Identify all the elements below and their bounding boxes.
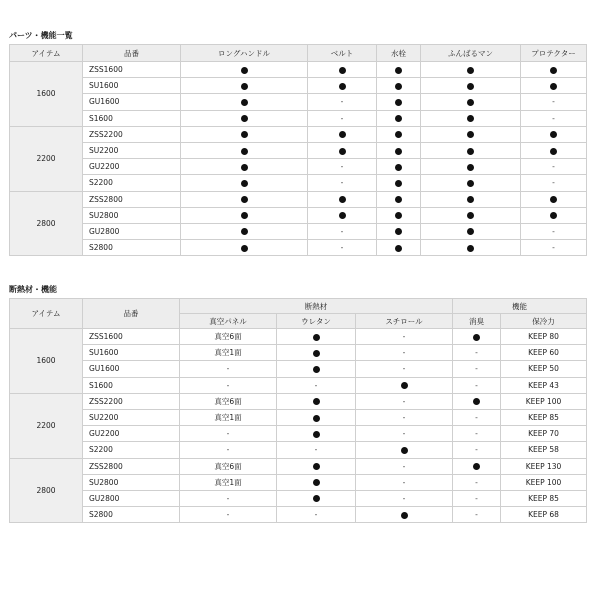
filled-dot-icon xyxy=(395,245,402,252)
styrofoam-cell: - xyxy=(356,426,453,442)
product-code-cell: S1600 xyxy=(83,110,181,126)
table-row xyxy=(10,409,587,425)
filled-dot-icon xyxy=(395,67,402,74)
table-row xyxy=(10,507,587,523)
filled-dot-icon xyxy=(241,245,248,252)
filled-dot-icon xyxy=(550,148,557,155)
table-row xyxy=(10,207,587,223)
protector-cell xyxy=(521,126,587,142)
table-row xyxy=(10,94,587,110)
cold-retention-cell: KEEP 43 xyxy=(501,377,587,393)
product-code-cell: GU2800 xyxy=(83,490,180,506)
vacuum-panel-cell: 真空6面 xyxy=(180,393,277,409)
table-row xyxy=(10,78,587,94)
parts-header-row xyxy=(10,45,587,62)
col-header-long-handle: ロングハンドル xyxy=(181,45,308,62)
funbaruman-cell xyxy=(421,126,521,142)
filled-dot-icon xyxy=(467,164,474,171)
col-header-urethane: ウレタン xyxy=(277,314,356,329)
funbaruman-cell xyxy=(421,223,521,239)
styrofoam-cell xyxy=(356,377,453,393)
drain-cell xyxy=(377,175,421,191)
filled-dot-icon xyxy=(241,164,248,171)
col-header-protector: プロテクター xyxy=(521,45,587,62)
deodorize-cell: - xyxy=(453,490,501,506)
filled-dot-icon xyxy=(550,196,557,203)
col-header-belt: ベルト xyxy=(308,45,377,62)
filled-dot-icon xyxy=(313,366,320,373)
funbaruman-cell xyxy=(421,78,521,94)
urethane-cell xyxy=(277,329,356,345)
table-row xyxy=(10,175,587,191)
vacuum-panel-cell: - xyxy=(180,377,277,393)
product-code-cell: S1600 xyxy=(83,377,180,393)
filled-dot-icon xyxy=(395,212,402,219)
funbaruman-cell xyxy=(421,207,521,223)
filled-dot-icon xyxy=(241,180,248,187)
belt-cell: - xyxy=(308,94,377,110)
long-handle-cell xyxy=(181,94,308,110)
drain-cell xyxy=(377,94,421,110)
deodorize-cell: - xyxy=(453,377,501,393)
filled-dot-icon xyxy=(241,67,248,74)
vacuum-panel-cell: 真空6面 xyxy=(180,329,277,345)
filled-dot-icon xyxy=(241,196,248,203)
table-row xyxy=(10,191,587,207)
filled-dot-icon xyxy=(401,512,408,519)
product-code-cell: SU2200 xyxy=(83,409,180,425)
deodorize-cell xyxy=(453,329,501,345)
styrofoam-cell: - xyxy=(356,345,453,361)
deodorize-cell: - xyxy=(453,442,501,458)
deodorize-cell: - xyxy=(453,361,501,377)
urethane-cell xyxy=(277,345,356,361)
long-handle-cell xyxy=(181,78,308,94)
styrofoam-cell: - xyxy=(356,409,453,425)
funbaruman-cell xyxy=(421,240,521,256)
parts-function-table xyxy=(9,44,587,256)
filled-dot-icon xyxy=(467,212,474,219)
table-row xyxy=(10,110,587,126)
product-code-cell: SU1600 xyxy=(83,345,180,361)
filled-dot-icon xyxy=(550,212,557,219)
filled-dot-icon xyxy=(395,180,402,187)
vacuum-panel-cell: - xyxy=(180,442,277,458)
vacuum-panel-cell: - xyxy=(180,361,277,377)
drain-cell xyxy=(377,142,421,158)
col-header-insulation: 断熱材 xyxy=(180,299,453,314)
product-code-cell: GU1600 xyxy=(83,94,181,110)
belt-cell xyxy=(308,207,377,223)
item-group-cell: 2200 xyxy=(10,393,83,458)
table-row xyxy=(10,329,587,345)
cold-retention-cell: KEEP 130 xyxy=(501,458,587,474)
table-row xyxy=(10,361,587,377)
filled-dot-icon xyxy=(241,99,248,106)
urethane-cell: - xyxy=(277,507,356,523)
product-code-cell: SU2800 xyxy=(83,207,181,223)
filled-dot-icon xyxy=(339,196,346,203)
funbaruman-cell xyxy=(421,191,521,207)
protector-cell xyxy=(521,78,587,94)
urethane-cell: - xyxy=(277,377,356,393)
col-header-cold-retention: 保冷力 xyxy=(501,314,587,329)
filled-dot-icon xyxy=(313,334,320,341)
filled-dot-icon xyxy=(395,196,402,203)
belt-cell xyxy=(308,191,377,207)
filled-dot-icon xyxy=(241,83,248,90)
filled-dot-icon xyxy=(467,148,474,155)
filled-dot-icon xyxy=(313,495,320,502)
filled-dot-icon xyxy=(467,228,474,235)
long-handle-cell xyxy=(181,223,308,239)
filled-dot-icon xyxy=(395,228,402,235)
urethane-cell xyxy=(277,393,356,409)
filled-dot-icon xyxy=(339,212,346,219)
table-row xyxy=(10,126,587,142)
vacuum-panel-cell: 真空1面 xyxy=(180,409,277,425)
insulation-section-title: 断熱材・機能 xyxy=(9,285,57,294)
belt-cell xyxy=(308,78,377,94)
filled-dot-icon xyxy=(401,382,408,389)
long-handle-cell xyxy=(181,126,308,142)
drain-cell xyxy=(377,62,421,78)
filled-dot-icon xyxy=(313,431,320,438)
product-code-cell: GU2200 xyxy=(83,426,180,442)
filled-dot-icon xyxy=(467,245,474,252)
product-code-cell: S2200 xyxy=(83,442,180,458)
drain-cell xyxy=(377,240,421,256)
styrofoam-cell: - xyxy=(356,329,453,345)
protector-cell: - xyxy=(521,159,587,175)
filled-dot-icon xyxy=(550,131,557,138)
urethane-cell: - xyxy=(277,442,356,458)
deodorize-cell: - xyxy=(453,474,501,490)
styrofoam-cell: - xyxy=(356,490,453,506)
filled-dot-icon xyxy=(339,83,346,90)
filled-dot-icon xyxy=(395,115,402,122)
product-code-cell: ZSS1600 xyxy=(83,329,180,345)
table-row xyxy=(10,458,587,474)
long-handle-cell xyxy=(181,191,308,207)
table-row xyxy=(10,490,587,506)
protector-cell: - xyxy=(521,110,587,126)
belt-cell xyxy=(308,126,377,142)
cold-retention-cell: KEEP 100 xyxy=(501,393,587,409)
col-header-function: 機能 xyxy=(453,299,587,314)
table-row xyxy=(10,240,587,256)
filled-dot-icon xyxy=(313,463,320,470)
drain-cell xyxy=(377,110,421,126)
drain-cell xyxy=(377,78,421,94)
styrofoam-cell: - xyxy=(356,361,453,377)
product-code-cell: S2800 xyxy=(83,507,180,523)
col-header-funbaruman: ふんばるマン xyxy=(421,45,521,62)
vacuum-panel-cell: 真空6面 xyxy=(180,458,277,474)
drain-cell xyxy=(377,207,421,223)
funbaruman-cell xyxy=(421,110,521,126)
styrofoam-cell: - xyxy=(356,458,453,474)
filled-dot-icon xyxy=(395,131,402,138)
belt-cell: - xyxy=(308,175,377,191)
filled-dot-icon xyxy=(395,148,402,155)
cold-retention-cell: KEEP 80 xyxy=(501,329,587,345)
product-code-cell: GU1600 xyxy=(83,361,180,377)
belt-cell: - xyxy=(308,240,377,256)
vacuum-panel-cell: - xyxy=(180,490,277,506)
product-code-cell: GU2800 xyxy=(83,223,181,239)
product-code-cell: SU2800 xyxy=(83,474,180,490)
table-row xyxy=(10,159,587,175)
col-header-item: アイテム xyxy=(10,45,83,62)
item-group-cell: 1600 xyxy=(10,329,83,394)
urethane-cell xyxy=(277,409,356,425)
product-code-cell: ZSS2200 xyxy=(83,126,181,142)
filled-dot-icon xyxy=(241,115,248,122)
belt-cell xyxy=(308,142,377,158)
table-row xyxy=(10,223,587,239)
product-code-cell: SU2200 xyxy=(83,142,181,158)
product-code-cell: GU2200 xyxy=(83,159,181,175)
col-header-code: 品番 xyxy=(83,299,180,329)
filled-dot-icon xyxy=(550,67,557,74)
cold-retention-cell: KEEP 85 xyxy=(501,490,587,506)
filled-dot-icon xyxy=(467,83,474,90)
filled-dot-icon xyxy=(313,398,320,405)
cold-retention-cell: KEEP 58 xyxy=(501,442,587,458)
urethane-cell xyxy=(277,490,356,506)
product-code-cell: S2200 xyxy=(83,175,181,191)
protector-cell xyxy=(521,207,587,223)
drain-cell xyxy=(377,159,421,175)
urethane-cell xyxy=(277,458,356,474)
filled-dot-icon xyxy=(473,334,480,341)
funbaruman-cell xyxy=(421,175,521,191)
table-row xyxy=(10,377,587,393)
long-handle-cell xyxy=(181,159,308,175)
col-header-item: アイテム xyxy=(10,299,83,329)
protector-cell: - xyxy=(521,223,587,239)
long-handle-cell xyxy=(181,240,308,256)
table-row xyxy=(10,393,587,409)
filled-dot-icon xyxy=(241,228,248,235)
cold-retention-cell: KEEP 68 xyxy=(501,507,587,523)
filled-dot-icon xyxy=(467,196,474,203)
deodorize-cell: - xyxy=(453,345,501,361)
filled-dot-icon xyxy=(473,463,480,470)
filled-dot-icon xyxy=(467,115,474,122)
deodorize-cell xyxy=(453,458,501,474)
deodorize-cell: - xyxy=(453,409,501,425)
insulation-function-table xyxy=(9,298,587,523)
urethane-cell xyxy=(277,474,356,490)
filled-dot-icon xyxy=(395,99,402,106)
item-group-cell: 1600 xyxy=(10,62,83,127)
filled-dot-icon xyxy=(395,164,402,171)
styrofoam-cell: - xyxy=(356,393,453,409)
product-code-cell: ZSS2800 xyxy=(83,458,180,474)
item-group-cell: 2800 xyxy=(10,458,83,523)
urethane-cell xyxy=(277,426,356,442)
insulation-header-row-1 xyxy=(10,299,587,314)
cold-retention-cell: KEEP 85 xyxy=(501,409,587,425)
filled-dot-icon xyxy=(473,398,480,405)
styrofoam-cell: - xyxy=(356,474,453,490)
funbaruman-cell xyxy=(421,142,521,158)
protector-cell: - xyxy=(521,94,587,110)
funbaruman-cell xyxy=(421,62,521,78)
product-code-cell: ZSS2800 xyxy=(83,191,181,207)
col-header-deodorize: 消臭 xyxy=(453,314,501,329)
table-row xyxy=(10,474,587,490)
protector-cell xyxy=(521,62,587,78)
deodorize-cell: - xyxy=(453,426,501,442)
filled-dot-icon xyxy=(339,148,346,155)
table-row xyxy=(10,62,587,78)
filled-dot-icon xyxy=(339,131,346,138)
filled-dot-icon xyxy=(467,131,474,138)
cold-retention-cell: KEEP 60 xyxy=(501,345,587,361)
filled-dot-icon xyxy=(313,479,320,486)
belt-cell xyxy=(308,62,377,78)
drain-cell xyxy=(377,126,421,142)
protector-cell: - xyxy=(521,240,587,256)
product-code-cell: S2800 xyxy=(83,240,181,256)
drain-cell xyxy=(377,191,421,207)
protector-cell xyxy=(521,191,587,207)
filled-dot-icon xyxy=(241,148,248,155)
item-group-cell: 2200 xyxy=(10,126,83,191)
styrofoam-cell xyxy=(356,507,453,523)
funbaruman-cell xyxy=(421,94,521,110)
table-row xyxy=(10,142,587,158)
table-row xyxy=(10,442,587,458)
table-row xyxy=(10,426,587,442)
filled-dot-icon xyxy=(395,83,402,90)
cold-retention-cell: KEEP 100 xyxy=(501,474,587,490)
cold-retention-cell: KEEP 50 xyxy=(501,361,587,377)
filled-dot-icon xyxy=(313,350,320,357)
filled-dot-icon xyxy=(401,447,408,454)
col-header-vacuum-panel: 真空パネル xyxy=(180,314,277,329)
protector-cell xyxy=(521,142,587,158)
funbaruman-cell xyxy=(421,159,521,175)
filled-dot-icon xyxy=(467,67,474,74)
belt-cell: - xyxy=(308,223,377,239)
long-handle-cell xyxy=(181,110,308,126)
long-handle-cell xyxy=(181,62,308,78)
styrofoam-cell xyxy=(356,442,453,458)
urethane-cell xyxy=(277,361,356,377)
parts-section-title: パーツ・機能一覧 xyxy=(9,31,73,40)
deodorize-cell: - xyxy=(453,507,501,523)
long-handle-cell xyxy=(181,142,308,158)
filled-dot-icon xyxy=(339,67,346,74)
col-header-drain: 水栓 xyxy=(377,45,421,62)
filled-dot-icon xyxy=(467,99,474,106)
vacuum-panel-cell: - xyxy=(180,426,277,442)
belt-cell: - xyxy=(308,159,377,175)
long-handle-cell xyxy=(181,175,308,191)
vacuum-panel-cell: - xyxy=(180,507,277,523)
deodorize-cell xyxy=(453,393,501,409)
filled-dot-icon xyxy=(241,212,248,219)
filled-dot-icon xyxy=(550,83,557,90)
cold-retention-cell: KEEP 70 xyxy=(501,426,587,442)
filled-dot-icon xyxy=(467,180,474,187)
filled-dot-icon xyxy=(241,131,248,138)
table-row xyxy=(10,345,587,361)
protector-cell: - xyxy=(521,175,587,191)
item-group-cell: 2800 xyxy=(10,191,83,256)
drain-cell xyxy=(377,223,421,239)
belt-cell: - xyxy=(308,110,377,126)
long-handle-cell xyxy=(181,207,308,223)
col-header-code: 品番 xyxy=(83,45,181,62)
product-code-cell: ZSS1600 xyxy=(83,62,181,78)
vacuum-panel-cell: 真空1面 xyxy=(180,345,277,361)
vacuum-panel-cell: 真空1面 xyxy=(180,474,277,490)
col-header-styrofoam: スチロール xyxy=(356,314,453,329)
product-code-cell: ZSS2200 xyxy=(83,393,180,409)
product-code-cell: SU1600 xyxy=(83,78,181,94)
filled-dot-icon xyxy=(313,415,320,422)
